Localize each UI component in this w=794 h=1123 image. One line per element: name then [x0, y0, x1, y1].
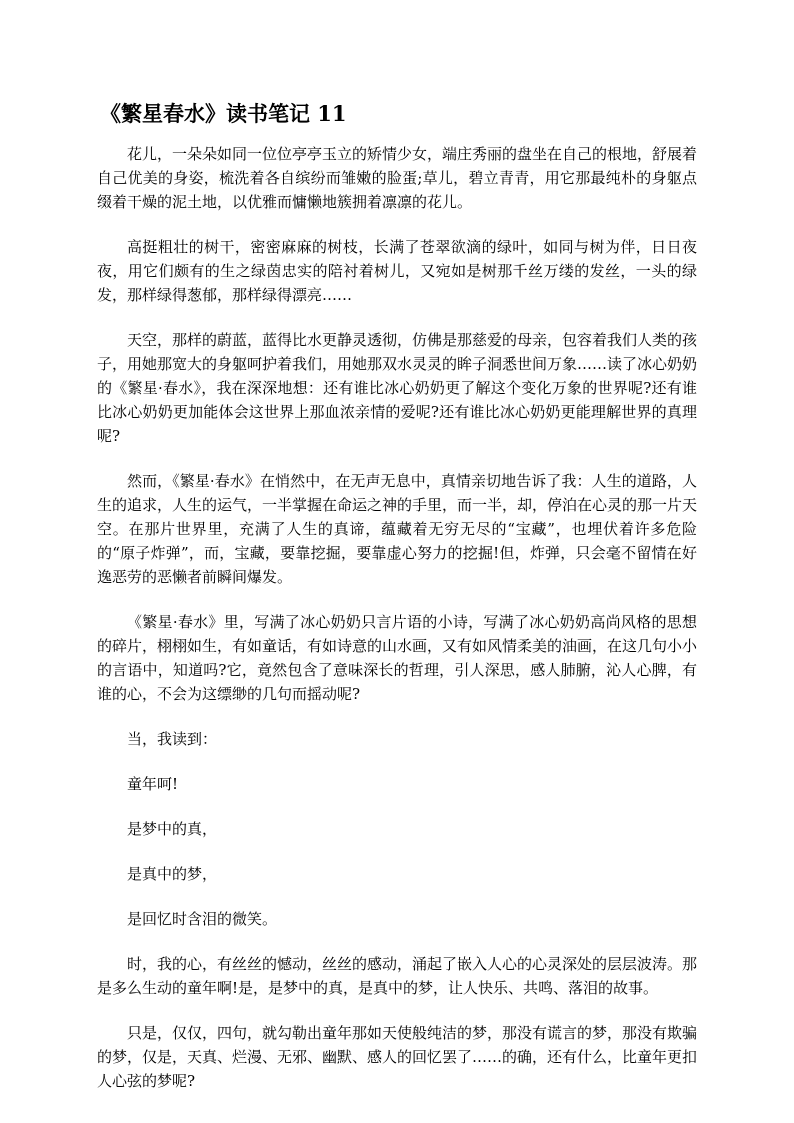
paragraph-trees: 高挺粗壮的树干，密密麻麻的树枝，长满了苍翠欲滴的绿叶，如同与树为伴，日日夜夜，用它们颇有的生之绿茵忠实的陪衬着树儿，又宛如是树那千丝万缕的发丝，一头的绿发，那样绿得葱郁，那样绿得漂亮…… [97, 238, 697, 304]
document-title: 《繁星春水》读书笔记 11 [100, 101, 347, 126]
paragraph-life: 然而，《繁星·春水》在悄然中，在无声无息中，真情亲切地告诉了我：人生的道路，人生的追求，人生的运气，一半掌握在命运之神的手里，而一半，却，停泊在心灵的那一片天空。在那片世界里，充满了人生的真谛，蕴藏着无穷无尽的“宝藏”，也埋伏着许多危险的“原子炸弹”，而，宝藏，要靠挖掘，要靠虚心努力的挖掘!但，炸弹，只会毫不留情在好逸恶劳的恶懒者前瞬间爆发。 [97, 472, 698, 586]
poem-line-1: 童年呵! [127, 775, 179, 793]
paragraph-poems: 《繁星·春水》里，写满了冰心奶奶只言片语的小诗，写满了冰心奶奶高尚风格的思想的碎片，栩栩如生，有如童话，有如诗意的山水画，又有如风情柔美的油画，在这几句小小的言语中，知道吗?它，竟然包含了意味深长的哲理，引人深思，感人肺腑，沁人心脾，有谁的心，不会为这缥缈的几句而摇动呢? [97, 613, 698, 703]
poem-line-3: 是真中的梦， [127, 865, 218, 883]
paragraph-flowers: 花儿，一朵朵如同一位位亭亭玉立的矫情少女，端庄秀丽的盘坐在自己的根地，舒展着自己优美的身姿，梳洗着各自缤纷而雏嫩的脸蛋;草儿，碧立青青，用它那最纯朴的身躯点缀着干燥的泥土地，以优雅而慵懒地簇拥着凛凛的花儿。 [97, 145, 698, 211]
paragraph-feeling: 时，我的心，有丝丝的憾动，丝丝的感动，涌起了嵌入人心的心灵深处的层层波涛。那是多么生动的童年啊!是，是梦中的真，是真中的梦，让人快乐、共鸣、落泪的故事。 [97, 955, 698, 997]
paragraph-when-reading: 当，我读到： [127, 730, 218, 748]
poem-line-2: 是梦中的真， [127, 820, 218, 838]
document-body [97, 142, 697, 1114]
poem-line-4: 是回忆时含泪的微笑。 [127, 910, 278, 928]
paragraph-sky: 天空，那样的蔚蓝，蓝得比水更静灵透彻，仿佛是那慈爱的母亲，包容着我们人类的孩子，用她那宽大的身躯呵护着我们，用她那双水灵灵的眸子洞悉世间万象……读了冰心奶奶的《繁星·春水》，我在深深地想：还有谁比冰心奶奶更了解这个变化万象的世界呢?还有谁比冰心奶奶更加能体会这世界上那血浓亲情的爱呢?还有谁比冰心奶奶更能理解世界的真理呢? [97, 331, 698, 445]
paragraph-conclusion: 只是，仅仅，四句，就勾勒出童年那如天使般纯洁的梦，那没有谎言的梦，那没有欺骗的梦，仅是，天真、烂漫、无邪、幽默、感人的回忆罢了……的确，还有什么，比童年更扣人心弦的梦呢? [97, 1024, 698, 1090]
